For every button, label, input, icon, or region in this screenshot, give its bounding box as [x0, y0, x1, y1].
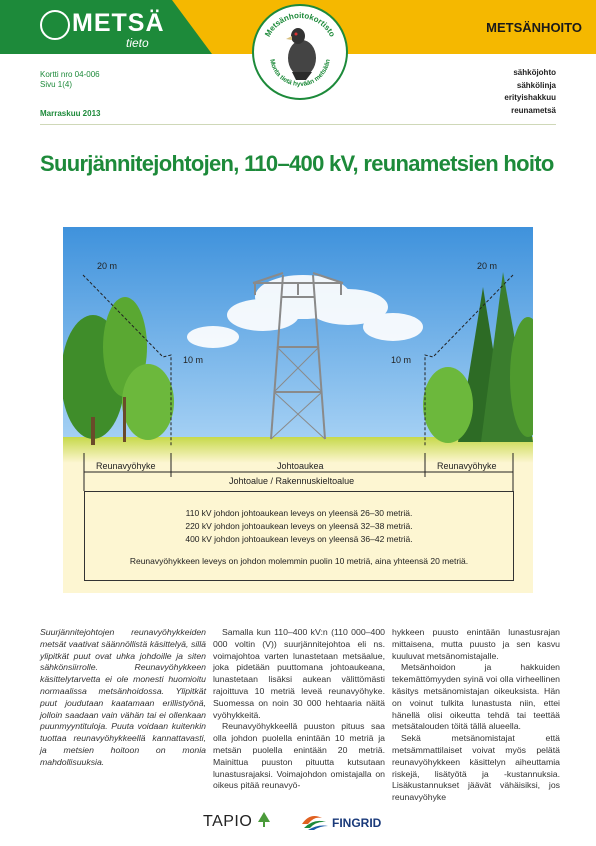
keyword-list — [504, 67, 556, 117]
publish-date: Marraskuu 2013 — [40, 109, 101, 118]
keyword: erityishakkuu — [504, 93, 556, 102]
page-number: Sivu 1(4) — [40, 80, 73, 89]
paragraph: Sekä metsänomistajat että metsämmattilaiset voivat myös pelätä reunavyöhykkeen käsittelyn aiheuttamia riskejä, lisätyötä ja -kustannuksia. Lisäkustannukset jäävät vähäisiksi, jos reunavyöhyke — [392, 733, 560, 803]
fingrid-logo — [300, 810, 420, 832]
paragraph: Metsänhoidon ja hakkuiden tekemättömyyden syinä voi olla virheellinen käsitys metsänomistajan oikeuksista. Hän on voinut tulkita lunastusta niin, ettei hänellä olisi oikeutta tehdä tai teettää metsätalouden töitä tällä alueella. — [392, 662, 560, 732]
zone-total-label: Johtoalue / Rakennuskieltoalue — [229, 476, 355, 486]
metsanhoitokortisto-emblem — [252, 4, 348, 100]
leaf-logo-icon — [40, 10, 70, 40]
intro-paragraph: Suurjännitejohtojen reunavyöhykkeiden metsät vaativat säännöllistä käsittelyä, sillä ylipitkät puut ovat uhka johdoille ja siten sähkönsiirrolle. Reunavyöhykkeen käsittelytarvetta ei ole monesti huomioitu normaalissa metsänhoidossa. Ylipitkät puut joudutaan kaatamaan erillistyönä, jolloin saadaan vain vähän tai ei ollenkaan puunmyyntituloja. Puuta voidaan kuitenkin tuottaa reunavyöhykkeellä kannattavasti, ja metsien hoitoon on monia mahdollisuuksia. — [40, 627, 206, 767]
paragraph: hykkeen puusto enintään lunastusrajan mittaisena, mutta puusto ja sen kasvu kuuluvat metsänomistajalle. — [392, 627, 560, 661]
zone-right-label: Reunavyöhyke — [437, 461, 497, 471]
tapio-logo-text: TAPIO — [203, 813, 253, 830]
right-height-top: 20 m — [477, 261, 498, 271]
info-line: 220 kV johdon johtoaukean leveys on yleensä 32–38 metriä. — [185, 521, 413, 531]
card-number: Kortti nro 04-006 — [40, 70, 100, 79]
info-note: Reunavyöhykkeen leveys on johdon molemmin puolin 10 metriä, aina yhteensä 20 metriä. — [129, 556, 469, 566]
capercaillie-icon — [286, 28, 316, 80]
keyword: sähköjohto — [513, 68, 556, 77]
zone-center-label: Johtoaukea — [277, 461, 324, 471]
emblem-bottom-text: Monta tietä hyvään metsään — [268, 58, 332, 89]
brand-sub: tieto — [126, 36, 149, 50]
info-line: 110 kV johdon johtoaukean leveys on yleensä 26–30 metriä. — [185, 508, 413, 518]
fingrid-swoosh-icon — [302, 816, 328, 830]
header-divider — [40, 124, 556, 125]
tapio-logo — [203, 812, 271, 831]
brand-name: METSÄ — [72, 9, 165, 37]
emblem-top-text: Metsänhoitokortisto — [263, 10, 337, 39]
intro-column — [40, 627, 206, 769]
tree-icon — [257, 812, 271, 828]
page-title: Suurjännitejohtojen, 110–400 kV, reunametsien hoito — [40, 151, 554, 176]
keyword: sähkölinja — [516, 80, 556, 90]
info-box — [84, 491, 514, 581]
paragraph: Samalla kun 110–400 kV:n (110 000–400 000 voltin (V)) suurjännitejohtoa eli ns. voimajohtoa varten lunastetaan metsäalue, joka pidetään puuttomana johtoaukeana, lunastetaan lisäksi aukean välittömästi rajoittuva 10 metriä leveä reunavyöhyke. Suomessa on noin 30 000 hehtaaria näitä vyöhykkeitä. — [213, 627, 385, 720]
card-meta — [40, 70, 100, 90]
keyword: reunametsä — [511, 105, 556, 115]
right-height-bottom: 10 m — [391, 355, 412, 365]
info-line: 400 kV johdon johtoaukean leveys on yleensä 36–42 metriä. — [185, 534, 413, 544]
left-height-bottom: 10 m — [183, 355, 204, 365]
fingrid-logo-text: FINGRID — [332, 816, 382, 830]
body-column-2 — [213, 627, 385, 792]
zone-left-label: Reunavyöhyke — [96, 461, 156, 471]
body-column-3 — [392, 627, 560, 804]
left-height-top: 20 m — [97, 261, 118, 271]
paragraph: Reunavyöhykkeellä puuston pituus saa olla johdon puolella enintään 10 metriä ja metsän puolella enintään 20 metriä. Mainittua puuston pituutta kutsutaan lunastusrajaksi. Voimajohdon omistajalla on oikeus pitää reunavyö- — [213, 721, 385, 791]
section-label: METSÄNHOITO — [486, 20, 582, 35]
